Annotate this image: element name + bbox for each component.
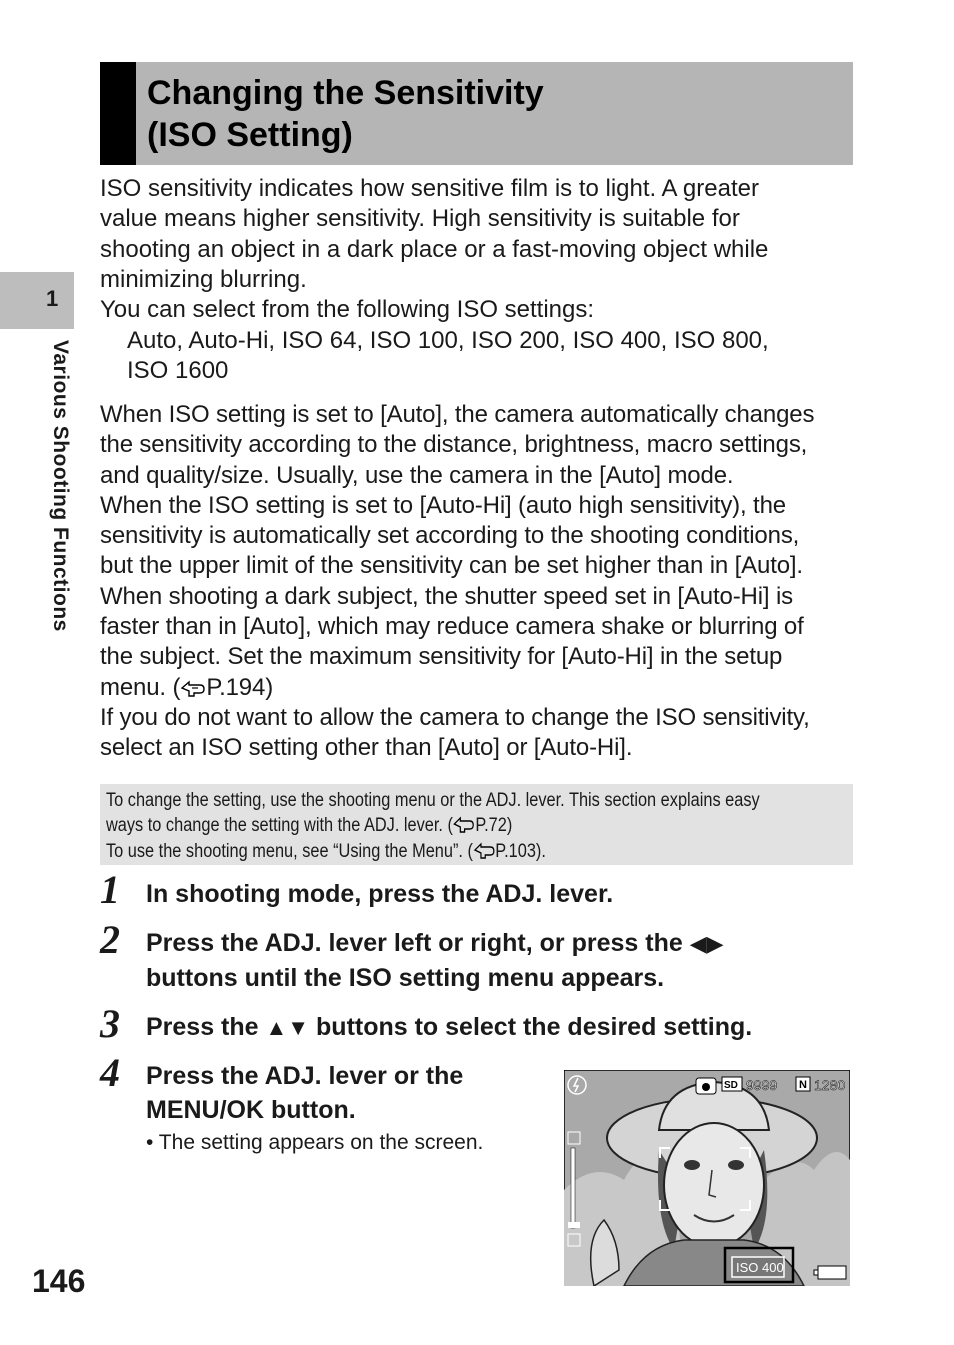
- step-number: 3: [100, 1001, 120, 1046]
- step-number: 2: [100, 917, 120, 962]
- step-text: In shooting mode, press the ADJ. lever.: [146, 880, 614, 908]
- intro-line: ISO sensitivity indicates how sensitive film is to light. A greater: [100, 175, 759, 202]
- camera-screen-illustration: [564, 1070, 850, 1286]
- settings-line: ISO 1600: [127, 357, 229, 385]
- iso-indicator: ISO 400: [736, 1260, 784, 1275]
- body-line: When shooting a dark subject, the shutter speed set in [Auto-Hi] is: [100, 582, 793, 610]
- left-right-arrows-icon: ◀▶: [689, 931, 724, 956]
- page-reference-icon: [453, 814, 475, 834]
- body-line: When the ISO setting is set to [Auto-Hi] (auto high sensitivity), the: [100, 491, 786, 519]
- section-title: [147, 72, 544, 156]
- body-line: sensitivity is automatically set according to the shooting conditions,: [100, 522, 800, 550]
- body-line: When ISO setting is set to [Auto], the camera automatically changes: [100, 401, 815, 428]
- note-line: To change the setting, use the shooting menu or the ADJ. lever. This section explains easy: [106, 790, 760, 811]
- quality-icon: N: [799, 1079, 807, 1091]
- title-line-2: (ISO Setting): [147, 116, 353, 154]
- chapter-tab: [0, 272, 74, 329]
- body-line: select an ISO setting other than [Auto] or [Auto-Hi].: [100, 734, 633, 762]
- up-down-arrows-icon: ▲▼: [265, 1015, 310, 1040]
- page-reference-link[interactable]: P.103).: [495, 841, 546, 862]
- step-text: Press the ADJ. lever left or right, or press the ◀▶ buttons until the ISO setting menu appears.: [146, 929, 724, 992]
- body-line: the subject. Set the maximum sensitivity for [Auto-Hi] in the setup: [100, 643, 783, 671]
- page-reference-icon: [180, 678, 206, 698]
- step-text: Press the ADJ. lever or the MENU/OK button.: [146, 1062, 464, 1124]
- note-line-reference: To use the shooting menu, see “Using the Menu”. ( P.103).: [106, 841, 546, 862]
- step-note: • The setting appears on the screen.: [146, 1131, 484, 1154]
- step-text: Press the ▲▼ buttons to select the desired setting.: [146, 1013, 753, 1041]
- page-reference-link[interactable]: P.72): [475, 815, 513, 836]
- resolution: 1280: [814, 1077, 846, 1093]
- note-line-reference: ways to change the setting with the ADJ. lever. ( P.72): [106, 815, 513, 836]
- chapter-label: Various Shooting Functions: [49, 340, 72, 632]
- intro-line: value means higher sensitivity. High sensitivity is suitable for: [100, 205, 740, 233]
- page-reference-icon: [473, 840, 495, 860]
- body-line: and quality/size. Usually, use the camera in the [Auto] mode.: [100, 461, 734, 489]
- step-number: 1: [100, 867, 120, 912]
- section-title-box: [100, 62, 853, 165]
- page-number: 146: [32, 1263, 86, 1299]
- step-number: 4: [100, 1050, 120, 1095]
- body-line: but the upper limit of the sensitivity can be set higher than in [Auto].: [100, 552, 803, 580]
- remaining-shots: 9999: [746, 1077, 778, 1093]
- title-line-1: Changing the Sensitivity: [147, 74, 544, 112]
- chapter-number: 1: [46, 286, 59, 311]
- intro-line: shooting an object in a dark place or a fast-moving object while: [100, 235, 769, 263]
- chapter-label-container: [30, 340, 78, 690]
- body-line-reference: menu. ( P.194): [100, 673, 274, 701]
- body-paragraph: [100, 400, 814, 764]
- page-reference-link[interactable]: P.194): [206, 673, 274, 701]
- intro-paragraph: [100, 174, 768, 325]
- settings-line: Auto, Auto-Hi, ISO 64, ISO 100, ISO 200, ISO 400, ISO 800,: [127, 327, 769, 354]
- iso-settings-list: [127, 326, 769, 387]
- body-line: If you do not want to allow the camera to change the ISO sensitivity,: [100, 703, 810, 731]
- intro-line: minimizing blurring.: [100, 265, 307, 293]
- body-line: the sensitivity according to the distance, brightness, macro settings,: [100, 431, 808, 459]
- intro-line: You can select from the following ISO settings:: [100, 296, 595, 324]
- sd-card-icon: SD: [724, 1080, 738, 1091]
- body-line: faster than in [Auto], which may reduce camera shake or blurring of: [100, 613, 804, 641]
- title-accent-bar: [100, 62, 136, 165]
